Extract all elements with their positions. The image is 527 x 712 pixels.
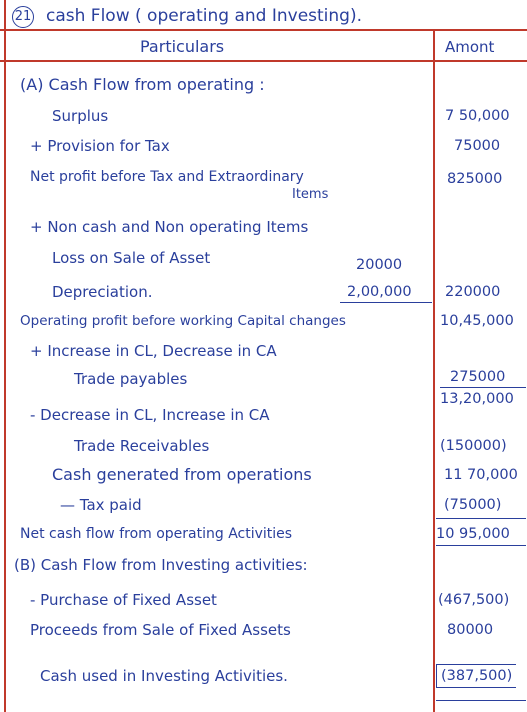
top-rule: [0, 29, 527, 31]
row-label: + Non cash and Non operating Items: [30, 218, 309, 236]
row-label: + Provision for Tax: [30, 137, 170, 155]
row-amount: 11 70,000: [444, 467, 518, 483]
row-amount: 13,20,000: [440, 391, 514, 407]
row-label: (A) Cash Flow from operating :: [20, 75, 265, 94]
subtotal-underline: [340, 302, 432, 303]
row-label: Net profit before Tax and Extraordinary: [30, 169, 304, 185]
row-label: Cash generated from operations: [52, 465, 312, 484]
amount-header: Amont: [445, 38, 495, 56]
row-amount: 10 95,000: [436, 526, 510, 542]
final-underline: [436, 700, 526, 701]
row-inner-amount: 20000: [356, 257, 403, 273]
total-underline: [436, 545, 526, 546]
particulars-header: Particulars: [140, 37, 225, 56]
row-label: + Increase in CL, Decrease in CA: [30, 342, 277, 360]
row-label: — Tax paid: [60, 496, 142, 514]
header-rule: [0, 60, 527, 62]
row-amount: 825000: [447, 171, 503, 187]
total-underline: [436, 518, 526, 519]
question-number: 21: [12, 6, 34, 28]
row-label: Trade Receivables: [74, 437, 210, 455]
row-label: (B) Cash Flow from Investing activities:: [14, 556, 308, 574]
row-amount: 220000: [445, 284, 501, 300]
row-label: Cash used in Investing Activities.: [40, 667, 288, 685]
row-label: Trade payables: [74, 370, 188, 388]
left-margin-rule: [4, 0, 6, 712]
row-amount: 10,45,000: [440, 313, 514, 329]
row-amount: (387,500): [436, 664, 516, 688]
row-amount: (467,500): [438, 592, 510, 608]
row-label: Surplus: [52, 107, 109, 125]
row-label: Loss on Sale of Asset: [52, 249, 211, 267]
row-amount: 275000: [450, 369, 506, 385]
row-label: - Decrease in CL, Increase in CA: [30, 406, 270, 424]
row-inner-amount: 2,00,000: [347, 284, 412, 300]
row-amount: (75000): [444, 497, 502, 513]
subtotal-underline: [440, 387, 526, 388]
row-label: Proceeds from Sale of Fixed Assets: [30, 621, 291, 639]
row-label: Net cash flow from operating Activities: [20, 526, 293, 542]
row-amount: (150000): [440, 438, 507, 454]
row-amount: 80000: [447, 622, 494, 638]
row-label: Items: [292, 187, 329, 202]
row-label: - Purchase of Fixed Asset: [30, 591, 217, 609]
row-label: Depreciation.: [52, 283, 153, 301]
row-amount: 7 50,000: [445, 108, 510, 124]
row-label: Operating profit before working Capital changes: [20, 313, 346, 329]
row-amount: 75000: [454, 138, 501, 154]
amount-column-rule: [433, 30, 435, 712]
page-title: cash Flow ( operating and Investing).: [46, 6, 363, 26]
